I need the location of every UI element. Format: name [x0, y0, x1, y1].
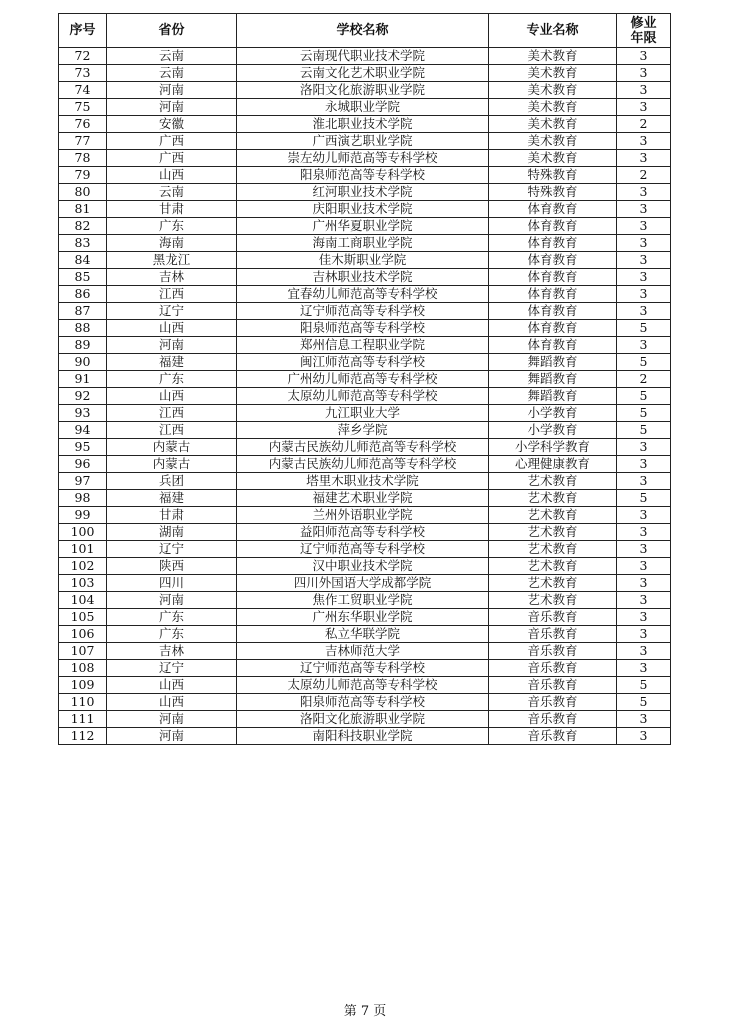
table-row [59, 184, 671, 201]
header-years-line2: 年限 [630, 30, 657, 46]
cell-years: 5 [617, 694, 671, 711]
cell-seq: 73 [59, 65, 107, 82]
cell-seq: 98 [59, 490, 107, 507]
cell-school: 海南工商职业学院 [237, 235, 489, 252]
cell-school: 庆阳职业技术学院 [237, 201, 489, 218]
cell-province: 江西 [107, 422, 237, 439]
table-row [59, 337, 671, 354]
cell-years: 2 [617, 167, 671, 184]
header-row [59, 14, 671, 48]
cell-years: 3 [617, 269, 671, 286]
cell-seq: 82 [59, 218, 107, 235]
cell-major: 体育教育 [489, 286, 617, 303]
cell-years: 5 [617, 422, 671, 439]
cell-years: 5 [617, 320, 671, 337]
cell-province: 广东 [107, 626, 237, 643]
cell-province: 河南 [107, 99, 237, 116]
cell-years: 3 [617, 48, 671, 65]
cell-school: 吉林师范大学 [237, 643, 489, 660]
cell-years: 3 [617, 252, 671, 269]
cell-years: 3 [617, 456, 671, 473]
cell-seq: 87 [59, 303, 107, 320]
cell-seq: 86 [59, 286, 107, 303]
cell-major: 美术教育 [489, 82, 617, 99]
cell-years: 3 [617, 439, 671, 456]
cell-school: 佳木斯职业学院 [237, 252, 489, 269]
cell-province: 山西 [107, 694, 237, 711]
cell-seq: 111 [59, 711, 107, 728]
cell-major: 体育教育 [489, 303, 617, 320]
cell-seq: 81 [59, 201, 107, 218]
cell-seq: 106 [59, 626, 107, 643]
cell-major: 美术教育 [489, 99, 617, 116]
table-row [59, 456, 671, 473]
cell-school: 内蒙古民族幼儿师范高等专科学校 [237, 439, 489, 456]
table-row [59, 575, 671, 592]
cell-major: 特殊教育 [489, 184, 617, 201]
cell-years: 5 [617, 490, 671, 507]
cell-years: 5 [617, 677, 671, 694]
cell-seq: 104 [59, 592, 107, 609]
cell-seq: 77 [59, 133, 107, 150]
cell-school: 辽宁师范高等专科学校 [237, 660, 489, 677]
cell-years: 3 [617, 218, 671, 235]
cell-seq: 85 [59, 269, 107, 286]
cell-seq: 102 [59, 558, 107, 575]
table-row [59, 303, 671, 320]
cell-province: 甘肃 [107, 201, 237, 218]
cell-seq: 112 [59, 728, 107, 745]
cell-years: 3 [617, 235, 671, 252]
cell-school: 广州东华职业学院 [237, 609, 489, 626]
cell-school: 广州幼儿师范高等专科学校 [237, 371, 489, 388]
cell-seq: 99 [59, 507, 107, 524]
cell-major: 艺术教育 [489, 575, 617, 592]
cell-seq: 90 [59, 354, 107, 371]
table-row [59, 473, 671, 490]
cell-major: 体育教育 [489, 320, 617, 337]
cell-seq: 100 [59, 524, 107, 541]
table-row [59, 609, 671, 626]
cell-school: 福建艺术职业学院 [237, 490, 489, 507]
cell-years: 3 [617, 286, 671, 303]
table-row [59, 592, 671, 609]
cell-school: 洛阳文化旅游职业学院 [237, 82, 489, 99]
cell-years: 3 [617, 660, 671, 677]
cell-school: 辽宁师范高等专科学校 [237, 303, 489, 320]
cell-seq: 80 [59, 184, 107, 201]
header-seq: 序号 [59, 14, 107, 48]
cell-major: 音乐教育 [489, 711, 617, 728]
table-body [59, 48, 671, 745]
table-row [59, 133, 671, 150]
header-province: 省份 [107, 14, 237, 48]
cell-major: 特殊教育 [489, 167, 617, 184]
table-row [59, 660, 671, 677]
table-row [59, 388, 671, 405]
cell-school: 广州华夏职业学院 [237, 218, 489, 235]
table-row [59, 524, 671, 541]
cell-major: 舞蹈教育 [489, 354, 617, 371]
cell-years: 3 [617, 643, 671, 660]
cell-seq: 91 [59, 371, 107, 388]
cell-seq: 89 [59, 337, 107, 354]
cell-school: 阳泉师范高等专科学校 [237, 694, 489, 711]
header-major: 专业名称 [489, 14, 617, 48]
cell-school: 郑州信息工程职业学院 [237, 337, 489, 354]
cell-years: 3 [617, 592, 671, 609]
table-row [59, 65, 671, 82]
cell-years: 3 [617, 82, 671, 99]
cell-province: 吉林 [107, 269, 237, 286]
cell-seq: 76 [59, 116, 107, 133]
cell-province: 河南 [107, 337, 237, 354]
cell-major: 体育教育 [489, 235, 617, 252]
cell-province: 山西 [107, 388, 237, 405]
cell-major: 小学教育 [489, 405, 617, 422]
cell-years: 3 [617, 133, 671, 150]
cell-years: 2 [617, 371, 671, 388]
cell-province: 江西 [107, 405, 237, 422]
table-row [59, 235, 671, 252]
cell-province: 内蒙古 [107, 439, 237, 456]
table-row [59, 354, 671, 371]
cell-province: 海南 [107, 235, 237, 252]
table-row [59, 422, 671, 439]
table-row [59, 405, 671, 422]
cell-province: 云南 [107, 48, 237, 65]
cell-province: 辽宁 [107, 303, 237, 320]
table-row [59, 201, 671, 218]
cell-major: 美术教育 [489, 150, 617, 167]
cell-school: 洛阳文化旅游职业学院 [237, 711, 489, 728]
cell-major: 音乐教育 [489, 643, 617, 660]
cell-years: 3 [617, 524, 671, 541]
cell-seq: 88 [59, 320, 107, 337]
cell-years: 2 [617, 116, 671, 133]
cell-years: 5 [617, 405, 671, 422]
cell-major: 心理健康教育 [489, 456, 617, 473]
header-school: 学校名称 [237, 14, 489, 48]
cell-province: 湖南 [107, 524, 237, 541]
cell-years: 3 [617, 558, 671, 575]
cell-province: 山西 [107, 320, 237, 337]
table-row [59, 269, 671, 286]
cell-school: 闽江师范高等专科学校 [237, 354, 489, 371]
cell-major: 艺术教育 [489, 541, 617, 558]
cell-seq: 108 [59, 660, 107, 677]
table-row [59, 439, 671, 456]
table-row [59, 677, 671, 694]
cell-province: 广东 [107, 218, 237, 235]
table-row [59, 116, 671, 133]
table-row [59, 371, 671, 388]
cell-province: 云南 [107, 65, 237, 82]
cell-province: 四川 [107, 575, 237, 592]
page-number: 第 7 页 [343, 1004, 387, 1019]
cell-school: 云南现代职业技术学院 [237, 48, 489, 65]
cell-major: 体育教育 [489, 218, 617, 235]
cell-province: 甘肃 [107, 507, 237, 524]
cell-province: 辽宁 [107, 660, 237, 677]
cell-school: 淮北职业技术学院 [237, 116, 489, 133]
cell-years: 3 [617, 65, 671, 82]
cell-school: 广西演艺职业学院 [237, 133, 489, 150]
table-row [59, 252, 671, 269]
cell-major: 小学教育 [489, 422, 617, 439]
cell-school: 兰州外语职业学院 [237, 507, 489, 524]
cell-province: 广东 [107, 609, 237, 626]
cell-seq: 109 [59, 677, 107, 694]
table-row [59, 711, 671, 728]
cell-years: 3 [617, 541, 671, 558]
cell-province: 广西 [107, 133, 237, 150]
cell-province: 陕西 [107, 558, 237, 575]
cell-school: 阳泉师范高等专科学校 [237, 167, 489, 184]
cell-years: 3 [617, 150, 671, 167]
schools-table [58, 13, 671, 745]
cell-years: 3 [617, 575, 671, 592]
cell-province: 兵团 [107, 473, 237, 490]
cell-province: 山西 [107, 167, 237, 184]
cell-school: 崇左幼儿师范高等专科学校 [237, 150, 489, 167]
cell-seq: 95 [59, 439, 107, 456]
cell-province: 河南 [107, 728, 237, 745]
cell-major: 艺术教育 [489, 507, 617, 524]
table-row [59, 320, 671, 337]
cell-years: 5 [617, 354, 671, 371]
cell-years: 3 [617, 99, 671, 116]
cell-seq: 101 [59, 541, 107, 558]
cell-major: 音乐教育 [489, 626, 617, 643]
table-row [59, 48, 671, 65]
cell-seq: 93 [59, 405, 107, 422]
cell-major: 艺术教育 [489, 473, 617, 490]
cell-school: 内蒙古民族幼儿师范高等专科学校 [237, 456, 489, 473]
table-row [59, 167, 671, 184]
cell-seq: 75 [59, 99, 107, 116]
cell-school: 私立华联学院 [237, 626, 489, 643]
cell-years: 3 [617, 473, 671, 490]
cell-province: 黑龙江 [107, 252, 237, 269]
cell-major: 音乐教育 [489, 694, 617, 711]
cell-years: 3 [617, 728, 671, 745]
cell-major: 艺术教育 [489, 592, 617, 609]
cell-province: 广西 [107, 150, 237, 167]
cell-province: 吉林 [107, 643, 237, 660]
cell-seq: 79 [59, 167, 107, 184]
table-row [59, 694, 671, 711]
cell-major: 舞蹈教育 [489, 371, 617, 388]
cell-years: 3 [617, 626, 671, 643]
cell-seq: 110 [59, 694, 107, 711]
cell-province: 江西 [107, 286, 237, 303]
cell-school: 云南文化艺术职业学院 [237, 65, 489, 82]
cell-major: 美术教育 [489, 65, 617, 82]
table-row [59, 728, 671, 745]
cell-school: 宜春幼儿师范高等专科学校 [237, 286, 489, 303]
cell-major: 体育教育 [489, 269, 617, 286]
cell-seq: 96 [59, 456, 107, 473]
cell-school: 辽宁师范高等专科学校 [237, 541, 489, 558]
cell-seq: 105 [59, 609, 107, 626]
table-header [59, 14, 671, 48]
cell-major: 小学科学教育 [489, 439, 617, 456]
cell-school: 九江职业大学 [237, 405, 489, 422]
cell-school: 太原幼儿师范高等专科学校 [237, 677, 489, 694]
cell-years: 3 [617, 337, 671, 354]
table-row [59, 507, 671, 524]
cell-school: 阳泉师范高等专科学校 [237, 320, 489, 337]
table-row [59, 626, 671, 643]
cell-major: 艺术教育 [489, 524, 617, 541]
cell-major: 美术教育 [489, 48, 617, 65]
cell-major: 美术教育 [489, 116, 617, 133]
cell-major: 艺术教育 [489, 490, 617, 507]
cell-major: 体育教育 [489, 201, 617, 218]
cell-years: 3 [617, 303, 671, 320]
cell-province: 广东 [107, 371, 237, 388]
cell-school: 焦作工贸职业学院 [237, 592, 489, 609]
cell-years: 5 [617, 388, 671, 405]
cell-seq: 83 [59, 235, 107, 252]
table-row [59, 82, 671, 99]
cell-major: 美术教育 [489, 133, 617, 150]
cell-province: 辽宁 [107, 541, 237, 558]
cell-seq: 84 [59, 252, 107, 269]
cell-years: 3 [617, 201, 671, 218]
cell-major: 音乐教育 [489, 677, 617, 694]
cell-school: 四川外国语大学成都学院 [237, 575, 489, 592]
cell-major: 音乐教育 [489, 609, 617, 626]
table-row [59, 558, 671, 575]
table-row [59, 218, 671, 235]
table-row [59, 643, 671, 660]
cell-seq: 72 [59, 48, 107, 65]
cell-school: 益阳师范高等专科学校 [237, 524, 489, 541]
cell-school: 吉林职业技术学院 [237, 269, 489, 286]
cell-major: 艺术教育 [489, 558, 617, 575]
header-years [617, 14, 671, 48]
cell-seq: 94 [59, 422, 107, 439]
cell-province: 福建 [107, 490, 237, 507]
cell-school: 永城职业学院 [237, 99, 489, 116]
cell-school: 红河职业技术学院 [237, 184, 489, 201]
cell-school: 萍乡学院 [237, 422, 489, 439]
cell-major: 音乐教育 [489, 660, 617, 677]
cell-seq: 97 [59, 473, 107, 490]
cell-years: 3 [617, 184, 671, 201]
cell-school: 汉中职业技术学院 [237, 558, 489, 575]
cell-province: 安徽 [107, 116, 237, 133]
cell-province: 内蒙古 [107, 456, 237, 473]
cell-school: 塔里木职业技术学院 [237, 473, 489, 490]
cell-province: 山西 [107, 677, 237, 694]
table-row [59, 99, 671, 116]
cell-years: 3 [617, 609, 671, 626]
cell-school: 南阳科技职业学院 [237, 728, 489, 745]
table-row [59, 150, 671, 167]
cell-seq: 103 [59, 575, 107, 592]
cell-seq: 92 [59, 388, 107, 405]
header-years-line1: 修业 [630, 15, 657, 31]
cell-province: 河南 [107, 82, 237, 99]
cell-province: 福建 [107, 354, 237, 371]
cell-major: 体育教育 [489, 252, 617, 269]
cell-seq: 74 [59, 82, 107, 99]
cell-province: 河南 [107, 711, 237, 728]
table-row [59, 490, 671, 507]
cell-school: 太原幼儿师范高等专科学校 [237, 388, 489, 405]
cell-province: 河南 [107, 592, 237, 609]
cell-seq: 107 [59, 643, 107, 660]
cell-years: 3 [617, 507, 671, 524]
cell-major: 音乐教育 [489, 728, 617, 745]
cell-major: 体育教育 [489, 337, 617, 354]
cell-seq: 78 [59, 150, 107, 167]
cell-years: 3 [617, 711, 671, 728]
cell-province: 云南 [107, 184, 237, 201]
table-row [59, 286, 671, 303]
table-row [59, 541, 671, 558]
cell-major: 舞蹈教育 [489, 388, 617, 405]
